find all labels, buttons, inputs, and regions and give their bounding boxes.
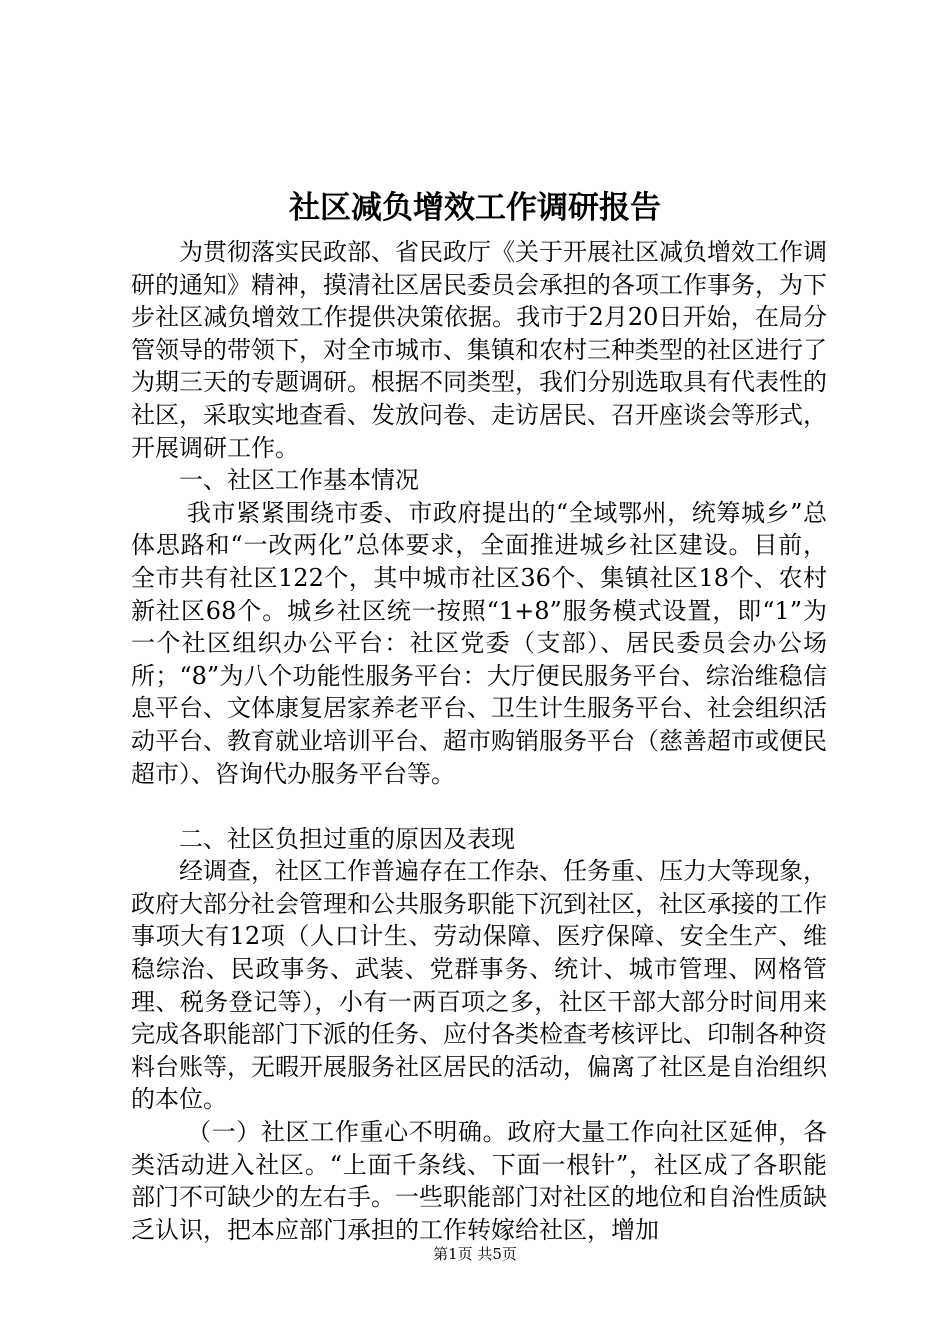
section-heading-2: 二、社区负担过重的原因及表现 (179, 824, 515, 853)
subsection-1-paragraph: （一）社区工作重心不明确。政府大量工作向社区延伸，各类活动进入社区。“上面千条线、下面一根针”，社区成了各职能部门不可缺少的左右手。一些职能部门对社区的地位和自治性质缺乏认识，把本应部门承担的工作转嫁给社区，增加 (131, 1118, 827, 1244)
document-body (131, 236, 827, 1246)
paragraph-gap (131, 790, 827, 823)
intro-paragraph: 为贯彻落实民政部、省民政厅《关于开展社区减负增效工作调研的通知》精神，摸清社区居民委员会承担的各项工作事务，为下步社区减负增效工作提供决策依据。我市于2月20日开始，在局分管领导的带领下，对全市城市、集镇和农村三种类型的社区进行了为期三天的专题调研。根据不同类型，我们分别选取具有代表性的社区，采取实地查看、发放问卷、走访居民、召开座谈会等形式，开展调研工作。 (131, 238, 827, 462)
document-title: 社区减负增效工作调研报告 (289, 190, 661, 226)
section-1-paragraph: 我市紧紧围绕市委、市政府提出的“全域鄂州，统筹城乡”总体思路和“一改两化”总体要求，全面推进城乡社区建设。目前，全市共有社区122个，其中城市社区36个、集镇社区18个、农村新社区68个。城乡社区统一按照“1+8”服务模式设置，即“1”为一个社区组织办公平台：社区党委（支部）、居民委员会办公场所；“8”为八个功能性服务平台：大厅便民服务平台、综治维稳信息平台、文体康复居家养老平台、卫生计生服务平台、社会组织活动平台、教育就业培训平台、超市购销服务平台（慈善超市或便民超市）、咨询代办服务平台等。 (131, 498, 827, 788)
section-2-paragraph: 经调查，社区工作普遍存在工作杂、任务重、压力大等现象，政府大部分社会管理和公共服务职能下沉到社区，社区承接的工作事项大有12项（人口计生、劳动保障、医疗保障、安全生产、维稳综治、民政事务、武装、党群事务、统计、城市管理、网格管理、税务登记等），小有一两百项之多，社区干部大部分时间用来完成各职能部门下派的任务、应付各类检查考核评比、印制各种资料台账等，无暇开展服务社区居民的活动，偏离了社区是自治组织的本位。 (131, 857, 827, 1114)
section-heading-1: 一、社区工作基本情况 (179, 466, 419, 495)
page-footer: 第1页 共5页 (433, 1245, 517, 1263)
